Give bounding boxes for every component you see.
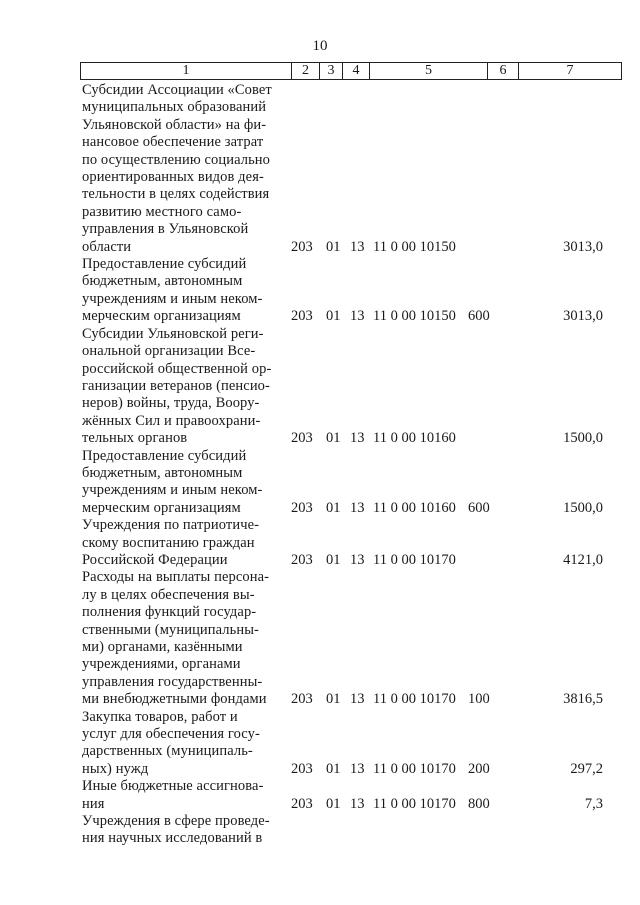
column-header-amount: 7 — [519, 63, 622, 80]
description-line: Учреждения по патриотиче- — [82, 517, 260, 534]
description-line: бюджетным, автономным — [82, 273, 243, 290]
description-line: мерческим организациям — [82, 308, 241, 325]
description-line: области — [82, 238, 132, 255]
section-code: 01 — [326, 760, 341, 777]
budget-row — [0, 256, 640, 326]
row-description — [82, 709, 280, 779]
section-code: 01 — [326, 691, 341, 708]
description-line: Иные бюджетные ассигнова- — [82, 778, 264, 795]
target-article-code: 11 0 00 10160 — [373, 430, 456, 447]
description-line: учреждениями, органами — [82, 656, 241, 673]
description-line: тельности в целях содействия — [82, 186, 270, 203]
subsection-code: 13 — [350, 691, 365, 708]
description-line: ональной организации Все- — [82, 343, 256, 360]
amount-value: 297,2 — [570, 760, 603, 777]
amount-value: 1500,0 — [563, 430, 603, 447]
budget-row — [0, 326, 640, 448]
expense-type-code: 600 — [468, 308, 490, 325]
amount-value: 7,3 — [584, 795, 603, 812]
description-line: российской общественной ор- — [82, 360, 272, 377]
admin-code: 203 — [291, 691, 313, 708]
row-description — [82, 517, 280, 569]
amount-value: 3816,5 — [563, 691, 603, 708]
column-header-row — [81, 63, 622, 80]
description-line: мерческим организациям — [82, 499, 241, 516]
target-article-code: 11 0 00 10170 — [373, 551, 456, 568]
description-line: услуг для обеспечения госу- — [82, 726, 260, 743]
budget-row — [0, 813, 640, 848]
description-line: дарственных (муниципаль- — [82, 743, 253, 760]
description-line: муниципальных образований — [82, 99, 267, 116]
budget-rows — [0, 82, 640, 848]
subsection-code: 13 — [350, 308, 365, 325]
section-code: 01 — [326, 551, 341, 568]
description-line: Субсидии Ассоциации «Совет — [82, 82, 272, 98]
section-code: 01 — [326, 238, 341, 255]
description-line: ния — [82, 795, 105, 812]
description-line: Ульяновской области» на фи- — [82, 116, 267, 133]
description-line: ных) нужд — [82, 760, 149, 777]
section-code: 01 — [326, 795, 341, 812]
description-line: ния научных исследований в — [82, 830, 263, 847]
page-number: 10 — [312, 38, 328, 54]
subsection-code: 13 — [350, 499, 365, 516]
description-line: управления государственны- — [82, 673, 263, 690]
description-line: ганизации ветеранов (пенсио- — [82, 377, 270, 394]
description-line: Закупка товаров, работ и — [82, 708, 238, 725]
subsection-code: 13 — [350, 760, 365, 777]
target-article-code: 11 0 00 10170 — [373, 760, 456, 777]
column-header-type: 6 — [488, 63, 519, 80]
target-article-code: 11 0 00 10150 — [373, 238, 456, 255]
target-article-code: 11 0 00 10170 — [373, 795, 456, 812]
admin-code: 203 — [291, 795, 313, 812]
description-line: нансовое обеспечение затрат — [82, 134, 264, 151]
admin-code: 203 — [291, 238, 313, 255]
budget-row — [0, 709, 640, 779]
row-description — [82, 813, 280, 848]
expense-type-code: 600 — [468, 499, 490, 516]
subsection-code: 13 — [350, 430, 365, 447]
amount-value: 3013,0 — [563, 308, 603, 325]
row-description — [82, 82, 280, 256]
budget-row — [0, 778, 640, 813]
target-article-code: 11 0 00 10150 — [373, 308, 456, 325]
description-line: учреждениям и иным неком- — [82, 290, 263, 307]
budget-row — [0, 82, 640, 256]
column-header-section: 3 — [320, 63, 343, 80]
admin-code: 203 — [291, 430, 313, 447]
description-line: ориентированных видов дея- — [82, 169, 264, 186]
description-line: неров) войны, труда, Воору- — [82, 395, 260, 412]
section-code: 01 — [326, 430, 341, 447]
row-description — [82, 448, 280, 518]
column-header-admin: 2 — [292, 63, 320, 80]
description-line: тельных органов — [82, 430, 188, 447]
description-line: полнения функций государ- — [82, 604, 257, 621]
description-line: жённых Сил и правоохрани- — [82, 412, 261, 429]
budget-row — [0, 448, 640, 518]
admin-code: 203 — [291, 760, 313, 777]
expense-type-code: 100 — [468, 691, 490, 708]
description-line: ственными (муниципальны- — [82, 621, 259, 638]
subsection-code: 13 — [350, 795, 365, 812]
admin-code: 203 — [291, 499, 313, 516]
section-code: 01 — [326, 499, 341, 516]
description-line: Предоставление субсидий — [82, 256, 247, 273]
description-line: ми) органами, казёнными — [82, 639, 243, 655]
description-line: ми внебюджетными фондами — [82, 691, 267, 708]
admin-code: 203 — [291, 551, 313, 568]
column-header-table — [80, 62, 622, 80]
amount-value: 1500,0 — [563, 499, 603, 516]
expense-type-code: 800 — [468, 795, 490, 812]
row-description — [82, 326, 280, 448]
target-article-code: 11 0 00 10160 — [373, 499, 456, 516]
description-line: Предоставление субсидий — [82, 447, 247, 464]
budget-row — [0, 517, 640, 569]
subsection-code: 13 — [350, 551, 365, 568]
description-line: управления в Ульяновской — [82, 221, 249, 238]
admin-code: 203 — [291, 308, 313, 325]
description-line: лу в целях обеспечения вы- — [82, 586, 255, 603]
description-line: Учреждения в сфере проведе- — [82, 813, 270, 830]
description-line: Расходы на выплаты персона- — [82, 569, 270, 586]
description-line: скому воспитанию граждан — [82, 534, 255, 551]
description-line: по осуществлению социально — [82, 151, 271, 168]
row-description — [82, 569, 280, 708]
description-line: Российской Федерации — [82, 551, 228, 568]
description-line: учреждениям и иным неком- — [82, 482, 263, 499]
expense-type-code: 200 — [468, 760, 490, 777]
description-line: Субсидии Ульяновской реги- — [82, 325, 264, 342]
row-description — [82, 256, 280, 326]
amount-value: 3013,0 — [563, 238, 603, 255]
amount-value: 4121,0 — [563, 551, 603, 568]
subsection-code: 13 — [350, 238, 365, 255]
section-code: 01 — [326, 308, 341, 325]
target-article-code: 11 0 00 10170 — [373, 691, 456, 708]
description-line: бюджетным, автономным — [82, 464, 243, 481]
column-header-target: 5 — [370, 63, 488, 80]
budget-row — [0, 569, 640, 708]
column-header-description: 1 — [81, 63, 292, 80]
description-line: развитию местного само- — [82, 203, 242, 220]
column-header-subsection: 4 — [343, 63, 370, 80]
row-description — [82, 778, 280, 813]
